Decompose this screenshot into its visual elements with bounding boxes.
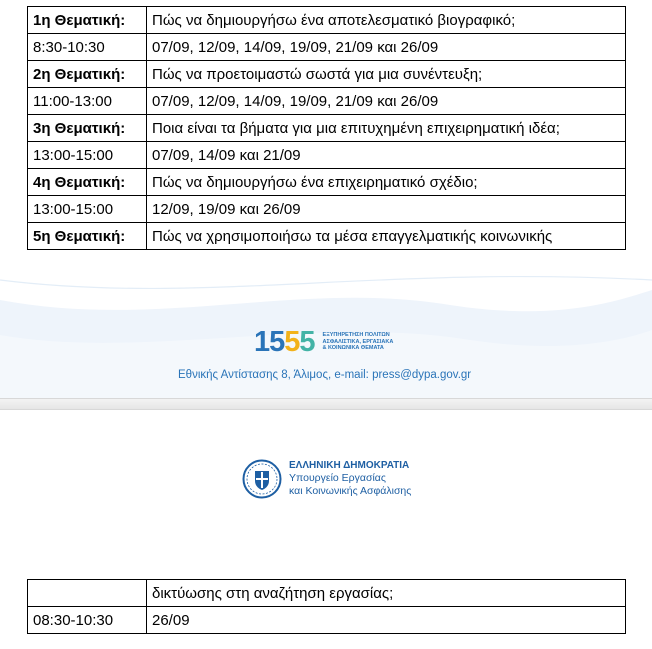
topic-title: Πώς να δημιουργήσω ένα αποτελεσματικό βιογραφικό;: [147, 7, 626, 34]
header-ministry-line2: και Κοινωνικής Ασφάλισης: [289, 485, 412, 497]
footer-1555-logo: [254, 325, 393, 359]
topic-label: 4η Θεματική:: [28, 169, 147, 196]
schedule-table: [27, 6, 626, 250]
logo-number: 1555: [254, 325, 315, 358]
dates: 07/09, 14/09 και 21/09: [147, 142, 626, 169]
table-row: [28, 169, 626, 196]
logo-tagline: ΕΞΥΠΗΡΕΤΗΣΗ ΠΟΛΙΤΩΝ ΑΣΦΑΛΙΣΤΙΚΑ, ΕΡΓΑΣΙΑΚΑ & ΚΟΙΝΩΝΙΚΑ ΘΕΜΑΤΑ: [322, 331, 394, 352]
table-row: [28, 142, 626, 169]
table-row: [28, 607, 626, 634]
topic-title: Πώς να προετοιμαστώ σωστά για μια συνέντευξη;: [147, 61, 626, 88]
topic-label: 1η Θεματική:: [28, 7, 147, 34]
table-row: [28, 115, 626, 142]
dates: 12/09, 19/09 και 26/09: [147, 196, 626, 223]
header-ministry-line1: Υπουργείο Εργασίας: [289, 472, 386, 485]
table-row: [28, 196, 626, 223]
topic-title: Πώς να χρησιμοποιήσω τα μέσα επαγγελματικής κοινωνικής: [147, 223, 626, 250]
time-slot: 11:00-13:00: [28, 88, 147, 115]
table-row: [28, 61, 626, 88]
topic-title: Ποια είναι τα βήματα για μια επιτυχημένη επιχειρηματική ιδέα;: [147, 115, 626, 142]
header-country: ΕΛΛΗΝΙΚΗ ΔΗΜΟΚΡΑΤΙΑ: [289, 460, 410, 472]
topic-label: 2η Θεματική:: [28, 61, 147, 88]
greek-emblem-icon: [242, 459, 282, 499]
dates: 26/09: [147, 607, 626, 634]
schedule-table-continued: [27, 579, 626, 634]
table-row: [28, 223, 626, 250]
footer-address: Εθνικής Αντίστασης 8, Άλιμος, e-mail: press@dypa.gov.gr: [178, 369, 472, 381]
time-slot: 8:30-10:30: [28, 34, 147, 61]
topic-title: δικτύωσης στη αναζήτηση εργασίας;: [147, 580, 626, 607]
header-text: [289, 460, 411, 497]
header-logo: [242, 459, 411, 499]
dates: 07/09, 12/09, 14/09, 19/09, 21/09 και 26/09: [147, 34, 626, 61]
time-slot: 13:00-15:00: [28, 196, 147, 223]
topic-label: 5η Θεματική:: [28, 223, 147, 250]
table-row: [28, 88, 626, 115]
topic-label: 3η Θεματική:: [28, 115, 147, 142]
table-row: [28, 7, 626, 34]
topic-title: Πώς να δημιουργήσω ένα επιχειρηματικό σχέδιο;: [147, 169, 626, 196]
dates: 07/09, 12/09, 14/09, 19/09, 21/09 και 26/09: [147, 88, 626, 115]
time-slot: [28, 580, 147, 607]
table-row: [28, 580, 626, 607]
time-slot: 13:00-15:00: [28, 142, 147, 169]
page-break: [0, 398, 652, 410]
time-slot: 08:30-10:30: [28, 607, 147, 634]
table-row: [28, 34, 626, 61]
